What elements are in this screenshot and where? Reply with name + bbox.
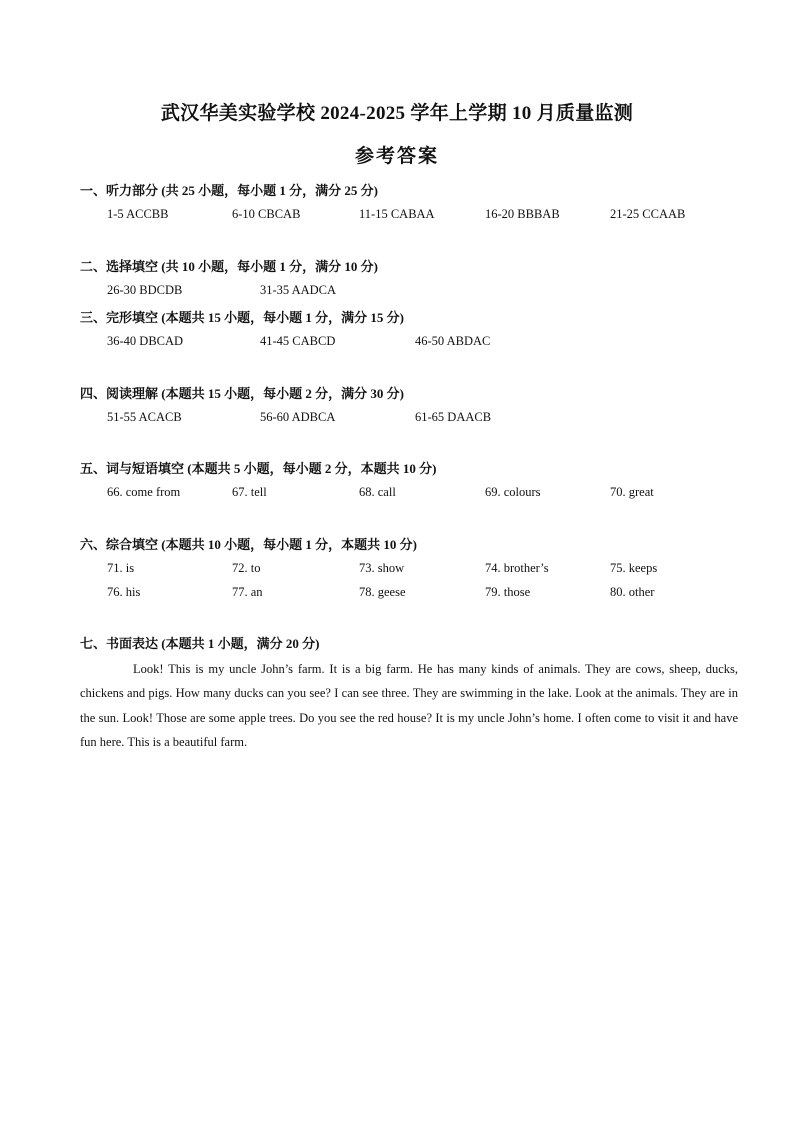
section-heading-cloze: 三、完形填空 (本题共 15 小题，每小题 1 分，满分 15 分) <box>80 310 404 325</box>
document-title: 武汉华美实验学校 2024-2025 学年上学期 10 月质量监测 <box>160 103 634 124</box>
answer-group: 31-35 AADCA <box>260 283 337 297</box>
answer-group: 36-40 DBCAD <box>107 334 184 348</box>
answer-item: 73. show <box>359 561 405 575</box>
answer-group: 16-20 BBBAB <box>485 207 560 221</box>
answer-group: 6-10 CBCAB <box>232 207 301 221</box>
answer-item: 76. his <box>107 585 141 599</box>
model-essay: Look! This is my uncle John’s farm. It is a big farm. He has many kinds of animals. They are cows, sheep, ducks, chickens and pigs. How many ducks can you see? I can see three. They are swimming in the lake. Look at the animals. They are in the sun. Look! Those are some apple trees. Do you see the red house? It is my uncle John’s home. I often come to visit it and have fun here. This is a beautiful farm. <box>80 662 738 749</box>
answer-item: 71. is <box>107 561 135 575</box>
answer-item: 72. to <box>232 561 261 575</box>
answer-item: 80. other <box>610 585 655 599</box>
answer-item: 69. colours <box>485 485 541 499</box>
answer-item: 78. geese <box>359 585 406 599</box>
section-heading-comprehensive: 六、综合填空 (本题共 10 小题，每小题 1 分，本题共 10 分) <box>80 537 417 552</box>
answer-group: 46-50 ABDAC <box>415 334 491 348</box>
answer-item: 68. call <box>359 485 396 499</box>
section-heading-word-phrase: 五、词与短语填空 (本题共 5 小题，每小题 2 分，本题共 10 分) <box>80 461 437 476</box>
answer-item: 75. keeps <box>610 561 658 575</box>
answer-item: 74. brother’s <box>485 561 549 575</box>
section-heading-multiple-choice: 二、选择填空 (共 10 小题，每小题 1 分，满分 10 分) <box>80 259 378 274</box>
answer-item: 67. tell <box>232 485 267 499</box>
section-heading-reading: 四、阅读理解 (本题共 15 小题，每小题 2 分，满分 30 分) <box>80 386 404 401</box>
answer-item: 79. those <box>485 585 531 599</box>
answer-item: 70. great <box>610 485 654 499</box>
answer-group: 56-60 ADBCA <box>260 410 336 424</box>
answer-group: 1-5 ACCBB <box>107 207 169 221</box>
answer-group: 51-55 ACACB <box>107 410 182 424</box>
answer-group: 11-15 CABAA <box>359 207 435 221</box>
answer-group: 26-30 BDCDB <box>107 283 183 297</box>
answer-item: 66. come from <box>107 485 181 499</box>
answer-group: 61-65 DAACB <box>415 410 492 424</box>
answer-item: 77. an <box>232 585 263 599</box>
section-heading-listening: 一、听力部分 (共 25 小题，每小题 1 分，满分 25 分) <box>80 183 378 198</box>
answer-group: 41-45 CABCD <box>260 334 336 348</box>
document-subtitle: 参考答案 <box>354 146 439 167</box>
section-heading-writing: 七、书面表达 (本题共 1 小题，满分 20 分) <box>80 636 320 651</box>
answer-group: 21-25 CCAAB <box>610 207 686 221</box>
